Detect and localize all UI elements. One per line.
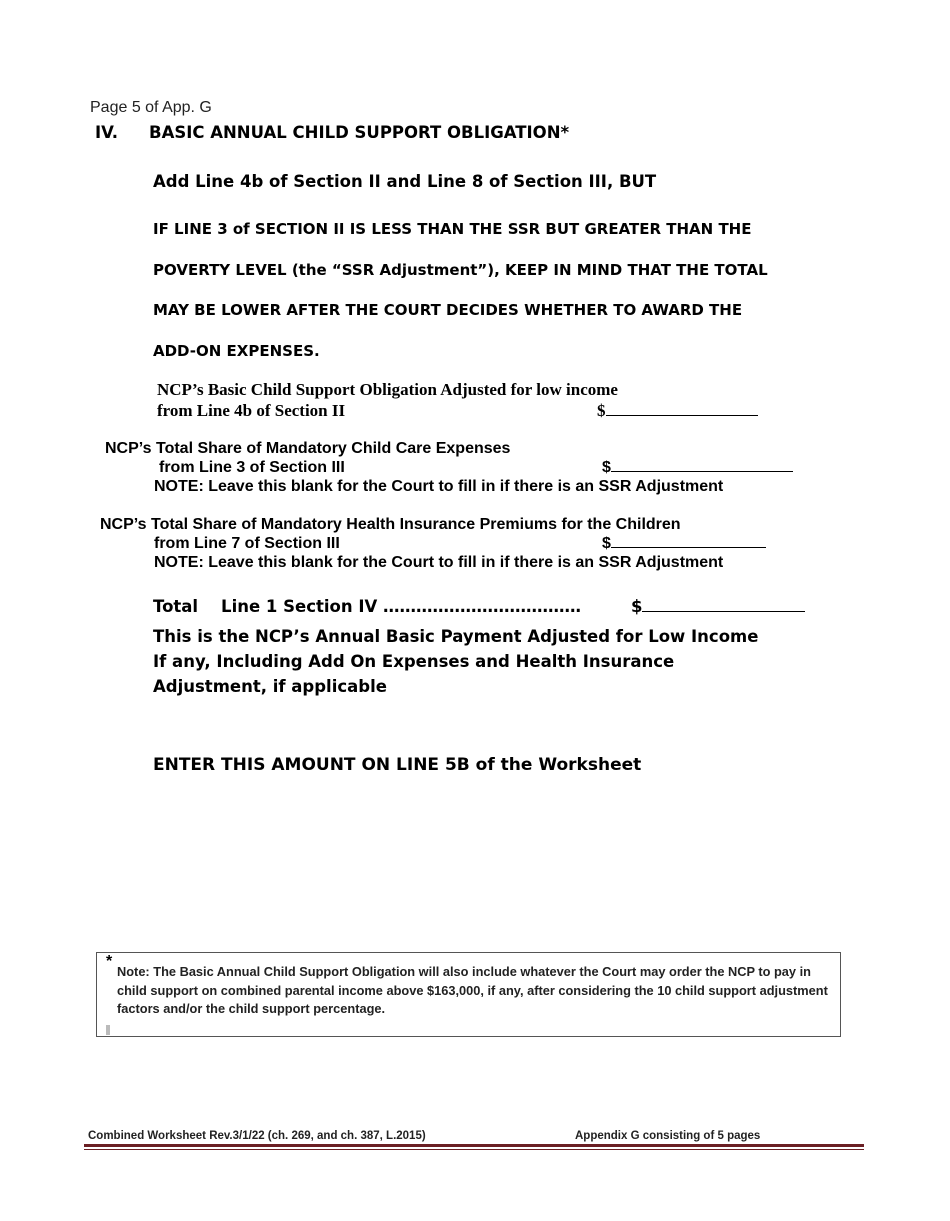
item-sublabel: from Line 7 of Section III (154, 535, 340, 552)
total-label: Total Line 1 Section IV ……………………………… (153, 597, 582, 616)
section-title: BASIC ANNUAL CHILD SUPPORT OBLIGATION* (149, 123, 570, 142)
total-description: Adjustment, if applicable (153, 677, 387, 696)
footnote-box (96, 952, 841, 1037)
item-label: NCP’s Total Share of Mandatory Health Insurance Premiums for the Children (100, 516, 681, 533)
total-description: If any, Including Add On Expenses and Health Insurance (153, 652, 675, 671)
currency-sign: $ (602, 459, 611, 476)
amount-field[interactable] (602, 535, 766, 553)
footer-right: Appendix G consisting of 5 pages (575, 1130, 761, 1142)
text-cursor-mark (106, 1025, 110, 1035)
instruction-line: POVERTY LEVEL (the “SSR Adjustment”), KEEP IN MIND THAT THE TOTAL (153, 261, 768, 279)
item-label: NCP’s Total Share of Mandatory Child Care Expenses (105, 440, 511, 457)
footer-rule (84, 1144, 864, 1147)
currency-sign: $ (631, 597, 643, 616)
item-sublabel: from Line 4b of Section II (157, 401, 346, 420)
item-sublabel: from Line 3 of Section III (159, 459, 345, 476)
total-amount-field[interactable] (631, 597, 805, 616)
footnote-lead: Note: (117, 964, 150, 979)
currency-sign: $ (602, 535, 611, 552)
instruction-line: Add Line 4b of Section II and Line 8 of Section III, BUT (153, 172, 657, 191)
footer-left: Combined Worksheet Rev.3/1/22 (ch. 269, and ch. 387, L.2015) (88, 1130, 426, 1142)
instruction-line: IF LINE 3 of SECTION II IS LESS THAN THE SSR BUT GREATER THAN THE (153, 220, 752, 238)
instruction-line: MAY BE LOWER AFTER THE COURT DECIDES WHETHER TO AWARD THE (153, 301, 743, 319)
instruction-line: ADD-ON EXPENSES. (153, 342, 320, 360)
section-number: IV. (95, 123, 119, 142)
footer-rule-thin (84, 1149, 864, 1150)
item-note: NOTE: Leave this blank for the Court to fill in if there is an SSR Adjustment (154, 478, 724, 495)
page-label: Page 5 of App. G (90, 99, 212, 116)
item-label: NCP’s Basic Child Support Obligation Adjusted for low income (157, 380, 618, 399)
footnote-marker: * (106, 953, 113, 970)
total-description: This is the NCP’s Annual Basic Payment Adjusted for Low Income (153, 627, 759, 646)
amount-field[interactable] (602, 459, 793, 477)
enter-instruction: ENTER THIS AMOUNT ON LINE 5B of the Worksheet (153, 755, 642, 775)
footnote-text (117, 963, 829, 1019)
item-note: NOTE: Leave this blank for the Court to fill in if there is an SSR Adjustment (154, 554, 724, 571)
footnote-body: The Basic Annual Child Support Obligation will also include whatever the Court may order the NCP to pay in child support on combined parental income above $163,000, if any, after considering the 10 child support adjustment factors and/or the child support percentage. (117, 964, 828, 1016)
currency-sign: $ (597, 401, 606, 420)
amount-field[interactable] (597, 401, 758, 421)
